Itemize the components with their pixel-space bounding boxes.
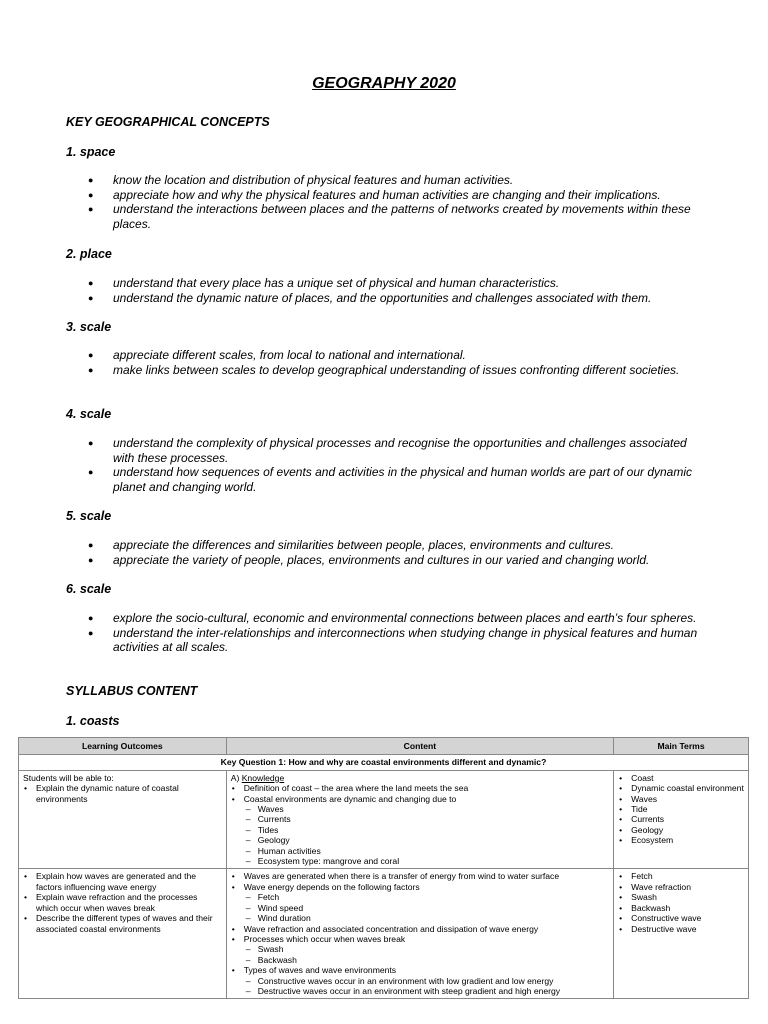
term-item: • Tide bbox=[618, 804, 744, 814]
list-item: • Processes which occur when waves break bbox=[231, 934, 609, 944]
list-item: • Explain how waves are generated and the factors influencing wave energy bbox=[23, 871, 222, 892]
term-item: • Backwash bbox=[618, 903, 744, 913]
term-item: • Waves bbox=[618, 794, 744, 804]
list-item: • Coastal environments are dynamic and changing due to bbox=[231, 794, 609, 804]
concept-list-place bbox=[88, 276, 708, 305]
content-heading bbox=[231, 773, 609, 783]
list-item: ● appreciate how and why the physical features and human activities are changing and their implications. bbox=[88, 188, 708, 203]
sub-item: – Geology bbox=[231, 835, 609, 845]
list-item: ● appreciate different scales, from local to national and international. bbox=[88, 348, 708, 363]
concept-heading-scale-6: 6. scale bbox=[66, 582, 112, 596]
list-item: ● understand that every place has a unique set of physical and human characteristics. bbox=[88, 276, 708, 291]
list-item: ● understand how sequences of events and activities in the physical and human worlds are part of our dynamic planet and changing world. bbox=[88, 465, 708, 494]
list-item: • Waves are generated when there is a transfer of energy from wind to water surface bbox=[231, 871, 609, 881]
sub-item: – Ecosystem type: mangrove and coral bbox=[231, 856, 609, 866]
knowledge-label: Knowledge bbox=[241, 772, 285, 783]
concept-list-space bbox=[88, 173, 708, 231]
list-item: • Types of waves and wave environments bbox=[231, 965, 609, 975]
sub-item: – Wind duration bbox=[231, 913, 609, 923]
sub-item: – Destructive waves occur in an environment with steep gradient and high energy bbox=[231, 986, 609, 996]
list-item: • Wave refraction and associated concentration and dissipation of wave energy bbox=[231, 924, 609, 934]
key-question-row bbox=[19, 755, 749, 770]
syllabus-table bbox=[18, 737, 749, 999]
content-prefix: A) bbox=[230, 772, 242, 783]
outcomes-intro: Students will be able to: bbox=[23, 772, 114, 783]
concept-heading-scale-5: 5. scale bbox=[66, 509, 112, 523]
sub-item: – Human activities bbox=[231, 846, 609, 856]
term-item: • Swash bbox=[618, 892, 744, 902]
list-item: ● understand the complexity of physical processes and recognise the opportunities and challenges associated with these processes. bbox=[88, 436, 708, 465]
term-item: • Constructive wave bbox=[618, 913, 744, 923]
sub-item: – Currents bbox=[231, 814, 609, 824]
learning-outcomes-cell bbox=[19, 869, 227, 999]
sub-item: – Constructive waves occur in an environment with low gradient and low energy bbox=[231, 976, 609, 986]
list-item: ● explore the socio-cultural, economic and environmental connections between places and earth’s four spheres. bbox=[88, 611, 708, 626]
key-question: Key Question 1: How and why are coastal environments different and dynamic? bbox=[19, 755, 749, 770]
list-item: • Describe the different types of waves and their associated coastal environments bbox=[23, 913, 222, 934]
topic-heading: 1. coasts bbox=[66, 714, 120, 728]
column-header: Learning Outcomes bbox=[19, 738, 227, 755]
content-cell bbox=[226, 869, 613, 999]
table-header-row bbox=[19, 738, 749, 755]
concept-heading-scale-4: 4. scale bbox=[66, 407, 112, 421]
list-item: ● know the location and distribution of physical features and human activities. bbox=[88, 173, 708, 188]
term-item: • Coast bbox=[618, 773, 744, 783]
syllabus-heading: SYLLABUS CONTENT bbox=[66, 684, 198, 698]
concept-list-scale-6 bbox=[88, 611, 708, 655]
term-item: • Fetch bbox=[618, 871, 744, 881]
list-item: ● understand the inter-relationships and interconnections when studying change in physical features and human activities at all scales. bbox=[88, 626, 708, 655]
list-item: ● understand the dynamic nature of places, and the opportunities and challenges associated with them. bbox=[88, 291, 708, 306]
list-item: ● understand the interactions between places and the patterns of networks created by movements within these places. bbox=[88, 202, 708, 231]
table-row bbox=[19, 770, 749, 869]
concept-heading-scale-3: 3. scale bbox=[66, 320, 112, 334]
content-cell bbox=[226, 770, 613, 869]
sub-item: – Backwash bbox=[231, 955, 609, 965]
table-row bbox=[19, 869, 749, 999]
concept-list-scale-3 bbox=[88, 348, 708, 377]
sub-item: – Tides bbox=[231, 825, 609, 835]
list-item: • Explain wave refraction and the processes which occur when waves break bbox=[23, 892, 222, 913]
list-item: • Explain the dynamic nature of coastal environments bbox=[23, 783, 222, 804]
term-item: • Ecosystem bbox=[618, 835, 744, 845]
list-item: ● appreciate the variety of people, places, environments and cultures in our varied and changing world. bbox=[88, 553, 708, 568]
column-header: Main Terms bbox=[614, 738, 749, 755]
list-item: ● appreciate the differences and similarities between people, places, environments and cultures. bbox=[88, 538, 708, 553]
list-item: ● make links between scales to develop geographical understanding of issues confronting different societies. bbox=[88, 363, 708, 378]
sub-item: – Wind speed bbox=[231, 903, 609, 913]
learning-outcomes-cell bbox=[19, 770, 227, 869]
main-terms-cell bbox=[614, 770, 749, 869]
list-item: • Wave energy depends on the following factors bbox=[231, 882, 609, 892]
sub-item: – Waves bbox=[231, 804, 609, 814]
term-item: • Currents bbox=[618, 814, 744, 824]
term-item: • Wave refraction bbox=[618, 882, 744, 892]
term-item: • Geology bbox=[618, 825, 744, 835]
term-item: • Destructive wave bbox=[618, 924, 744, 934]
sub-item: – Swash bbox=[231, 944, 609, 954]
page-title: GEOGRAPHY 2020 bbox=[312, 75, 456, 92]
list-item: • Definition of coast – the area where the land meets the sea bbox=[231, 783, 609, 793]
concept-heading-space: 1. space bbox=[66, 145, 116, 159]
column-header: Content bbox=[226, 738, 613, 755]
sub-item: – Fetch bbox=[231, 892, 609, 902]
concepts-heading: KEY GEOGRAPHICAL CONCEPTS bbox=[66, 115, 270, 129]
concept-heading-place: 2. place bbox=[66, 247, 112, 261]
main-terms-cell bbox=[614, 869, 749, 999]
concept-list-scale-4 bbox=[88, 436, 708, 494]
concept-list-scale-5 bbox=[88, 538, 708, 567]
term-item: • Dynamic coastal environment bbox=[618, 783, 744, 793]
